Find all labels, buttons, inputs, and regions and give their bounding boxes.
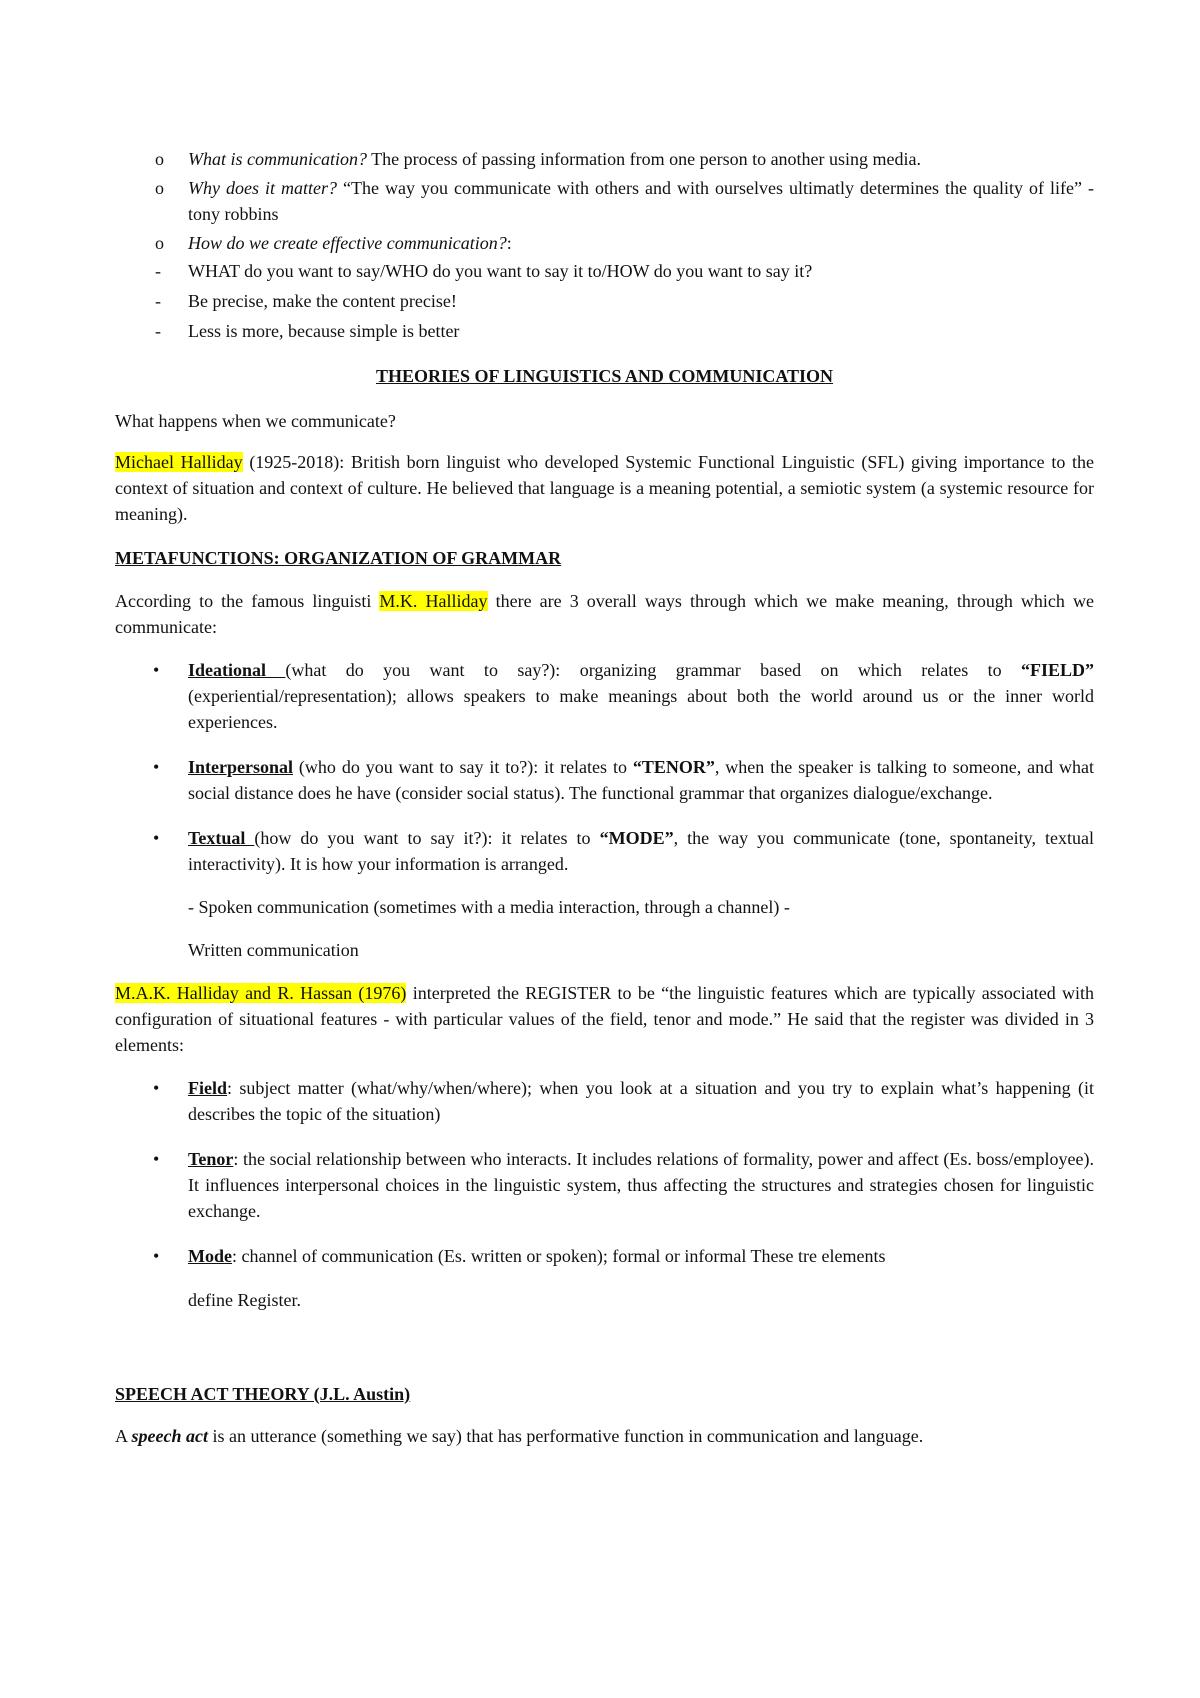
term-label: Mode [188,1246,232,1266]
spoken-line: - Spoken communication (sometimes with a media interaction, through a channel) - [188,897,790,917]
dash-icon: - [155,261,161,281]
define-register-line: define Register. [188,1290,301,1310]
dash-icon: - [155,321,161,341]
highlighted-name: M.K. Halliday [379,591,488,611]
list-item [115,146,1094,172]
tip-text: Be precise, make the content precise! [188,291,457,311]
bullet-o-icon: o [155,178,164,198]
halliday-paragraph [115,449,1094,527]
list-item [115,1146,1094,1224]
paragraph-text: (1925-2018): British born linguist who developed Systemic Functional Linguistic (SFL) giving importance to the context of situation and context of culture. He believed that language is a meaning potential, a semiotic system (a systemic resource for meaning). [115,452,1094,524]
bullet-icon: • [153,660,160,680]
bullet-o-icon: o [155,149,164,169]
item-text: (who do you want to say it to?): it relates to [293,757,633,777]
list-item [115,230,1094,256]
dash-icon: - [155,291,161,311]
paragraph-text: interpreted the REGISTER to be “the linguistic features which are typically associated with configuration of situational features - with particular values of the field, tenor and mode.” He said that the register was divided in 3 elements: [115,983,1094,1055]
item-text: , when the speaker is talking to someone, and what social distance does he have (consider social status). The functional grammar that organizes dialogue/exchange. [188,757,1094,803]
register-paragraph [115,980,1094,1058]
answer-text: The process of passing information from one person to another using media. [366,149,922,169]
list-item [115,258,1094,284]
question-text: Why does it matter? [188,178,338,198]
bullet-icon: • [153,1246,160,1266]
answer-text: : [506,233,512,253]
key-term: “TENOR” [632,757,715,777]
intro-questions [115,146,1094,256]
register-elements-list [115,1075,1094,1269]
paragraph-text: A [115,1426,132,1446]
tip-text: Less is more, because simple is better [188,321,460,341]
bullet-icon: • [153,1149,160,1169]
item-text: , the way you communicate (tone, spontaneity, textual interactivity). It is how your information is arranged. [188,828,1094,874]
highlighted-name: Michael Halliday [115,452,243,472]
section-heading: METAFUNCTIONS: ORGANIZATION OF GRAMMAR [115,548,562,568]
term-label: Field [188,1078,227,1098]
item-text: : the social relationship between who interacts. It includes relations of formality, power and affect (Es. boss/employee). It influences interpersonal choices in the linguistic system, thus affecting the structures and strategies chosen for linguistic exchange. [188,1149,1094,1221]
list-item [115,1243,1094,1269]
written-line: Written communication [188,940,359,960]
tip-text: WHAT do you want to say/WHO do you want to say it to/HOW do you want to say it? [188,261,813,281]
term-label: Ideational [188,660,286,680]
paragraph-text: there are 3 overall ways through which we make meaning, through which we communicate: [115,591,1094,637]
list-item [115,754,1094,806]
key-term: “MODE” [599,828,674,848]
question-text: What is communication? [188,149,367,169]
item-text: (how do you want to say it?): it relates to [254,828,600,848]
bullet-icon: • [153,757,160,777]
bullet-icon: • [153,828,160,848]
section-heading: SPEECH ACT THEORY (J.L. Austin) [115,1384,411,1404]
emphasized-term: speech act [131,1426,208,1446]
section-title: THEORIES OF LINGUISTICS AND COMMUNICATION [375,366,834,386]
highlighted-authors: M.A.K. Halliday and R. Hassan (1976) [115,983,407,1003]
paragraph-text: is an utterance (something we say) that has performative function in communication and language. [208,1426,924,1446]
list-item [115,318,1094,344]
list-item [115,288,1094,314]
list-item [115,1075,1094,1127]
term-label: Tenor [188,1149,234,1169]
list-item [115,175,1094,227]
question-text: How do we create effective communication? [188,233,507,253]
effective-communication-tips [115,258,1094,344]
bullet-icon: • [153,1078,160,1098]
term-label: Textual [188,828,255,848]
item-text: : subject matter (what/why/when/where); when you look at a situation and you try to explain what’s happening (it describes the topic of the situation) [188,1078,1094,1124]
item-text: (what do you want to say?): organizing grammar based on which relates to [285,660,1021,680]
document-body [115,146,1094,1449]
metafunctions-intro [115,588,1094,640]
paragraph-text: According to the famous linguisti [115,591,380,611]
item-text: : channel of communication (Es. written or spoken); formal or informal These tre elements [232,1246,886,1266]
list-item [115,825,1094,877]
metafunctions-list [115,657,1094,877]
term-label: Interpersonal [188,757,293,777]
item-text: (experiential/representation); allows speakers to make meanings about both the world around us or the inner world experiences. [188,686,1094,732]
bullet-o-icon: o [155,233,164,253]
key-term: “FIELD” [1020,660,1094,680]
list-item [115,657,1094,735]
answer-text: “The way you communicate with others and with ourselves ultimatly determines the quality of life” - tony robbins [188,178,1094,224]
question-line: What happens when we communicate? [115,411,396,431]
speech-act-paragraph [115,1423,1094,1449]
